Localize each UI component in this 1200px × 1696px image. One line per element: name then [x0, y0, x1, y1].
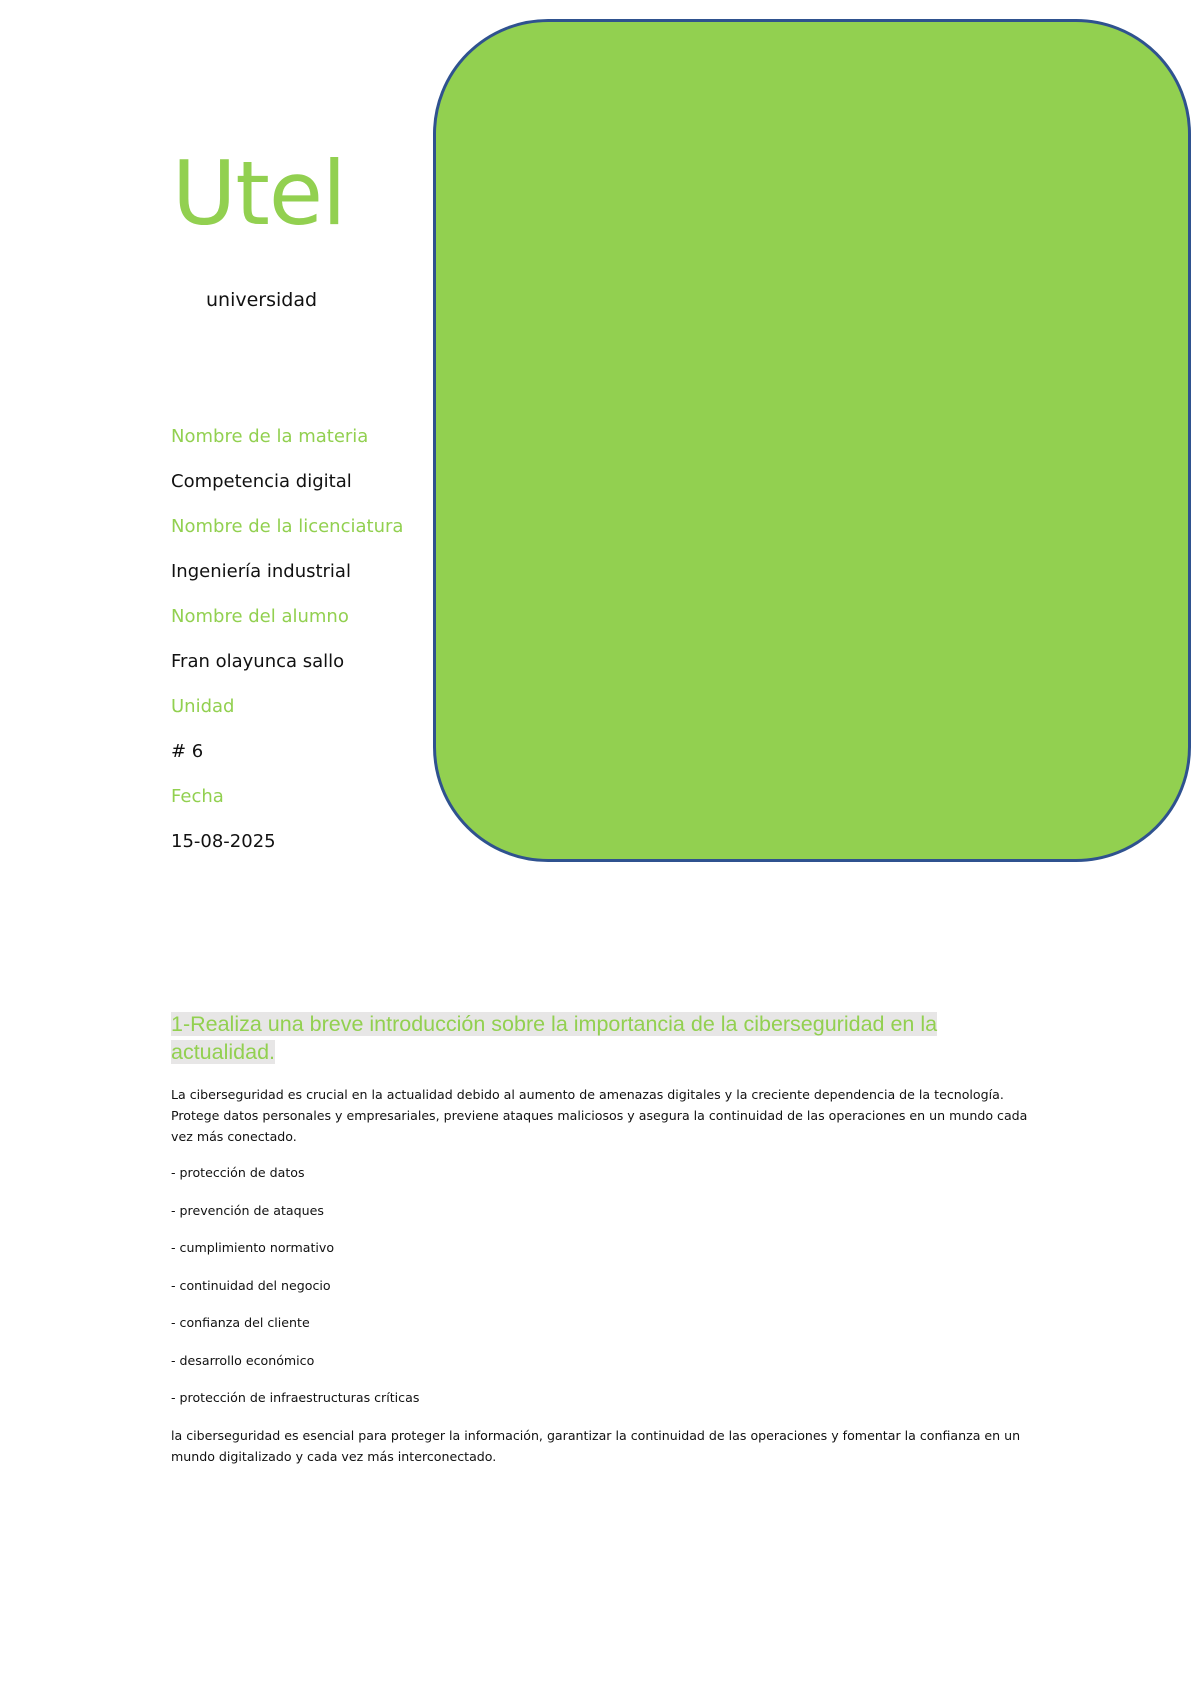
green-rounded-panel — [433, 19, 1191, 862]
list-item: - cumplimiento normativo — [171, 1240, 335, 1255]
list-item: - desarrollo económico — [171, 1352, 315, 1368]
list-item: - prevención de ataques — [171, 1202, 324, 1218]
subject-label: Nombre de la materia — [171, 426, 369, 447]
intro-paragraph: La ciberseguridad es crucial en la actualidad debido al aumento de amenazas digitales y la creciente dependencia de la tecnología. Protege datos personales y empresariales, previene ataques maliciosos y asegura la continuidad de las operaciones en un mundo cada vez más conectado. — [171, 1087, 1028, 1144]
date-label: Fecha — [171, 786, 224, 807]
student-label: Nombre del alumno — [171, 606, 349, 627]
utel-logo: Utel — [172, 142, 346, 245]
list-item: - protección de datos — [171, 1165, 305, 1180]
list-item: - continuidad del negocio — [171, 1277, 331, 1293]
unit-value: # 6 — [171, 741, 204, 762]
date-value: 15-08-2025 — [171, 831, 276, 852]
subject-value: Competencia digital — [171, 471, 352, 492]
logo-subtitle: universidad — [206, 289, 318, 311]
unit-label: Unidad — [171, 696, 235, 717]
list-item: - protección de infraestructuras críticas — [171, 1390, 420, 1405]
question-section — [171, 1010, 1031, 1482]
cover-info — [171, 424, 431, 874]
question-heading — [171, 1010, 1031, 1066]
degree-label: Nombre de la licenciatura — [171, 516, 404, 537]
student-value: Fran olayunca sallo — [171, 651, 345, 672]
list-item: - confianza del cliente — [171, 1315, 310, 1330]
conclusion-paragraph: la ciberseguridad es esencial para proteger la información, garantizar la continuidad de las operaciones y fomentar la confianza en un mundo digitalizado y cada vez más interconectado. — [171, 1427, 1021, 1464]
question-text: 1-Realiza una breve introducción sobre la importancia de la ciberseguridad en la actualidad. — [171, 1012, 938, 1064]
degree-value: Ingeniería industrial — [171, 561, 351, 582]
